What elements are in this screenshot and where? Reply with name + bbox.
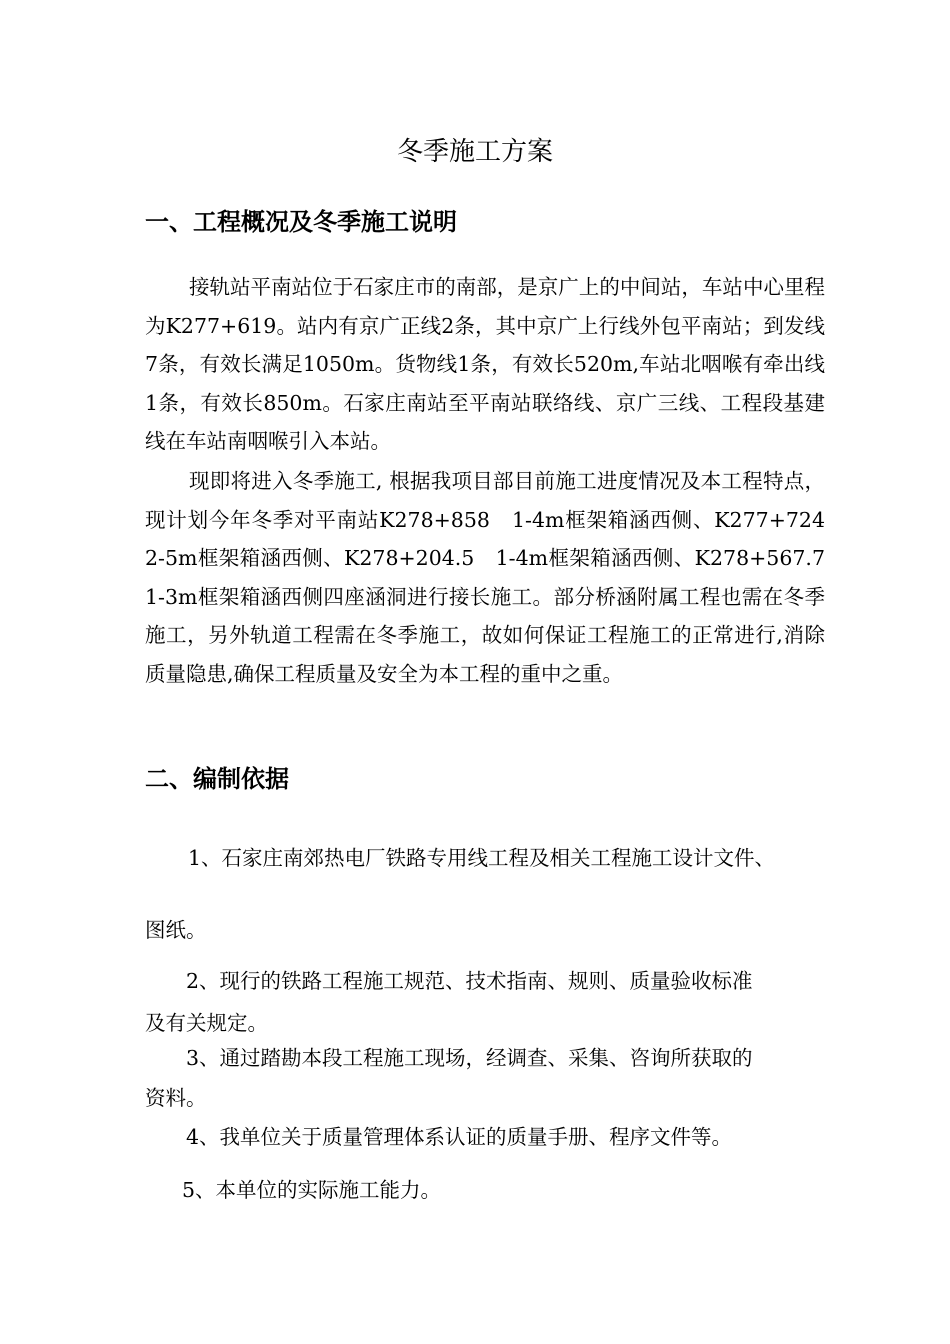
section-heading-basis: 二、编制依据: [145, 765, 289, 793]
basis-item-4: 4、我单位关于质量管理体系认证的质量手册、程序文件等。: [186, 1125, 733, 1149]
basis-item-3-continued: 资料。: [145, 1086, 207, 1110]
overview-paragraph-1: 接轨站平南站位于石家庄市的南部，是京广上的中间站，车站中心里程为K277+619。站内有京广正线2条，其中京广上行线外包平南站；到发线7条，有效长满足1050m。货物线1条，有效长520m,车站北咽喉有牵出线1条，有效长850m。石家庄南站至平南站联络线、京广三线、工程段基建线在车站南咽喉引入本站。: [145, 275, 825, 453]
section-heading-overview: 一、工程概况及冬季施工说明: [145, 208, 457, 236]
basis-item-2-continued: 及有关规定。: [145, 1011, 268, 1035]
basis-item-5: 5、本单位的实际施工能力。: [182, 1178, 442, 1202]
overview-paragraph-2: 现即将进入冬季施工, 根据我项目部目前施工进度情况及本工程特点，现计划今年冬季对平南站K278+858 1-4m框架箱涵西侧、K277+724 2-5m框架箱涵西侧、K278+204.5 1-4m框架箱涵西侧、K278+567.7 1-3m框架箱涵西侧四座涵洞进行接长施工。部分桥涵附属工程也需在冬季施工，另外轨道工程需在冬季施工，故如何保证工程施工的正常进行,消除质量隐患,确保工程质量及安全为本工程的重中之重。: [145, 469, 846, 686]
document-title: 冬季施工方案: [396, 137, 553, 167]
basis-item-1: 1、石家庄南郊热电厂铁路专用线工程及相关工程施工设计文件、: [188, 846, 776, 870]
basis-item-1-continued: 图纸。: [145, 918, 207, 942]
basis-item-3: 3、通过踏勘本段工程施工现场，经调查、采集、咨询所获取的: [186, 1046, 753, 1070]
basis-item-2: 2、现行的铁路工程施工规范、技术指南、规则、质量验收标准: [186, 969, 753, 993]
